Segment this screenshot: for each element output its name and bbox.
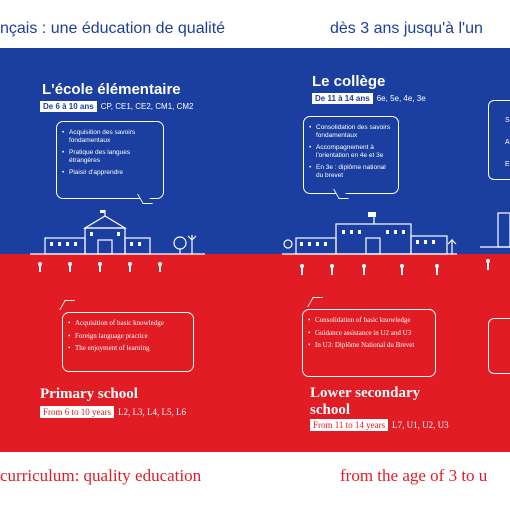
college-school-icon xyxy=(282,208,457,283)
college-age-row-en xyxy=(310,419,449,431)
list-item: • Consolidation des savoirs fondamentaux xyxy=(316,124,392,140)
college-bubble-fr xyxy=(303,116,399,194)
list-item: • Guidance assistance in U2 and U3 xyxy=(315,329,429,338)
elementary-age-en: From 6 to 10 years xyxy=(40,406,114,418)
elementary-age-row-en xyxy=(40,406,186,418)
list-item: • Consolidation of basic knowledge xyxy=(315,316,429,325)
college-list-fr xyxy=(304,117,398,180)
list-item: • The enjoyment of learning xyxy=(75,344,187,353)
right-edge-building-icon xyxy=(480,205,510,275)
right-edge-list-fr xyxy=(505,110,510,176)
list-item: • Accompagnement à l'orientation en 4e et 3e xyxy=(316,144,392,160)
elementary-grades-en: L2, L3, L4, L5, L6 xyxy=(118,407,186,417)
list-item: S xyxy=(505,117,510,124)
list-item: • En 3e : diplôme national du brevet xyxy=(316,164,392,180)
elementary-title-fr: L'école élémentaire xyxy=(42,81,181,98)
header-right: dès 3 ans jusqu'à l'un xyxy=(330,20,483,37)
college-age-fr: De 11 à 14 ans xyxy=(312,93,373,104)
college-age-row-fr xyxy=(312,93,426,104)
list-item: • Foreign language practice xyxy=(75,332,187,341)
elementary-title-en: Primary school xyxy=(40,386,138,402)
list-item: E xyxy=(505,161,510,168)
list-item: A xyxy=(505,139,510,146)
college-bubble-en xyxy=(302,309,436,377)
college-list-en xyxy=(303,310,435,350)
elementary-age-fr: De 6 à 10 ans xyxy=(40,101,97,112)
list-item: • In U3: Diplôme National du Brevet xyxy=(315,341,429,350)
elementary-grades-fr: CP, CE1, CE2, CM1, CM2 xyxy=(100,102,194,111)
footer-right: from the age of 3 to u xyxy=(340,466,488,485)
footer-left: curriculum: quality education xyxy=(0,466,202,485)
list-item: • Acquisition of basic knowledge xyxy=(75,319,187,328)
college-title-en: Lower secondary school xyxy=(310,385,421,418)
list-item: • Pratique des langues étrangères xyxy=(69,149,157,165)
elementary-bubble-en xyxy=(62,312,194,372)
elementary-list-en xyxy=(63,313,193,353)
college-grades-en: L7, U1, U2, U3 xyxy=(392,420,449,430)
list-item: • Plaisir d'apprendre xyxy=(69,169,157,177)
elementary-school-icon xyxy=(30,210,205,280)
right-edge-bubble-en xyxy=(488,318,510,374)
header-left: nçais : une éducation de qualité xyxy=(0,20,226,37)
college-title-fr: Le collège xyxy=(312,73,386,90)
elementary-age-row-fr xyxy=(40,101,193,112)
list-item: • Acquisition des savoirs fondamentaux xyxy=(69,129,157,145)
college-grades-fr: 6e, 5e, 4e, 3e xyxy=(376,94,426,103)
elementary-bubble-fr xyxy=(56,121,164,199)
elementary-list-fr xyxy=(57,122,163,177)
college-age-en: From 11 to 14 years xyxy=(310,419,388,431)
